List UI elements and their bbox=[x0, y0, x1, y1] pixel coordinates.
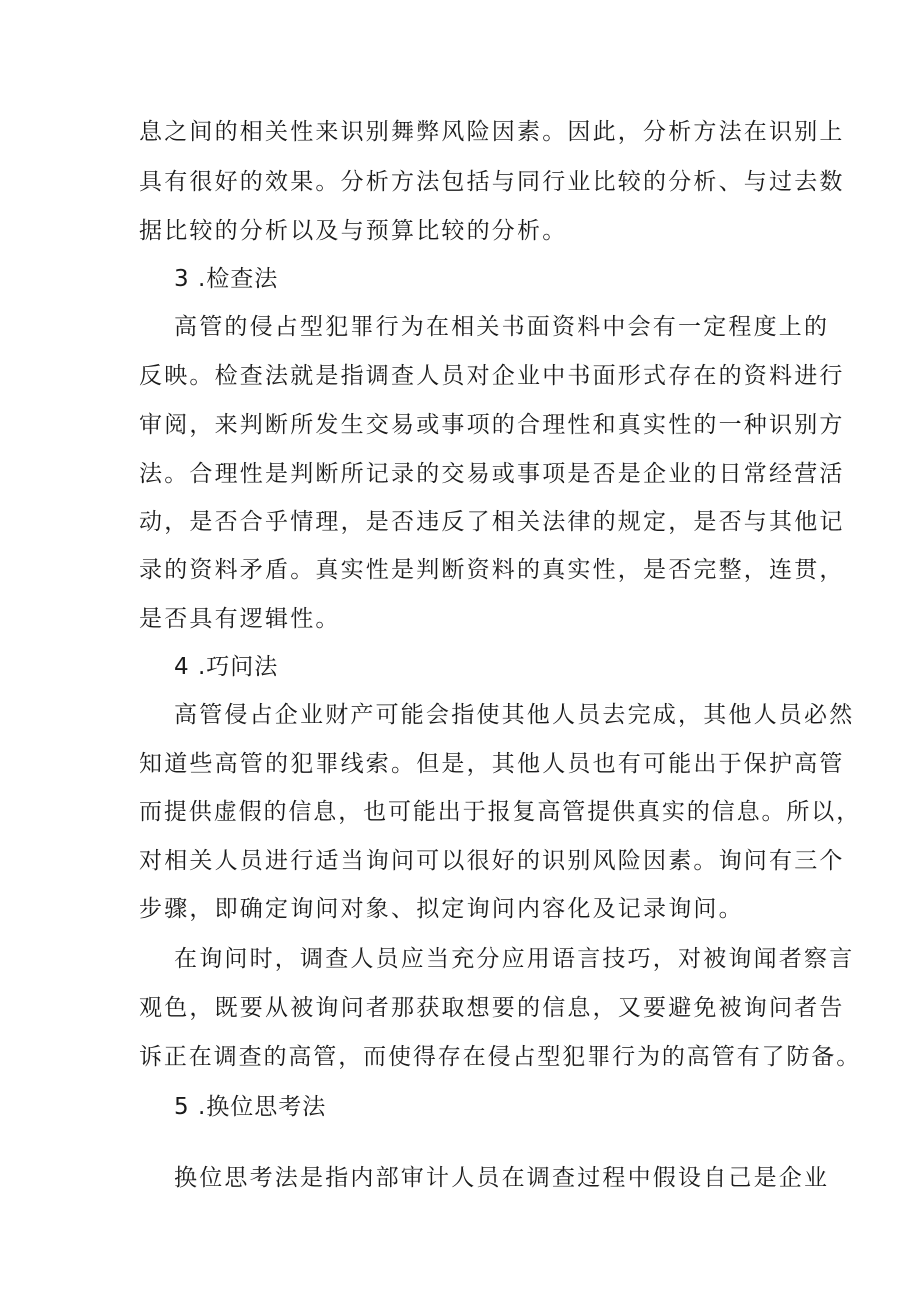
paragraph-line: 审阅，来判断所发生交易或事项的合理性和真实性的一种识别方 bbox=[139, 412, 845, 438]
section-heading-5: 5 .换位思考法 bbox=[174, 1094, 327, 1120]
paragraph-line: 据比较的分析以及与预算比较的分析。 bbox=[139, 218, 568, 244]
paragraph-line: 知道些高管的犯罪线索。但是，其他人员也有可能出于保护高管 bbox=[139, 751, 845, 777]
section-heading-3: 3 .检查法 bbox=[174, 266, 279, 292]
paragraph-line: 诉正在调查的高管，而使得存在侵占型犯罪行为的高管有了防备。 bbox=[139, 1044, 862, 1070]
paragraph-line: 高管侵占企业财产可能会指使其他人员去完成，其他人员必然 bbox=[174, 702, 855, 728]
paragraph-line: 高管的侵占型犯罪行为在相关书面资料中会有一定程度上的 bbox=[174, 314, 830, 340]
paragraph-line: 观色，既要从被询问者那获取想要的信息，又要避免被询问者告 bbox=[139, 995, 845, 1021]
paragraph-line: 具有很好的效果。分析方法包括与同行业比较的分析、与过去数 bbox=[139, 169, 845, 195]
section-heading-4: 4 .巧问法 bbox=[174, 654, 279, 680]
paragraph-line: 是否具有逻辑性。 bbox=[139, 606, 341, 632]
paragraph-line: 法。合理性是判断所记录的交易或事项是否是企业的日常经营活 bbox=[139, 461, 845, 487]
paragraph-line: 步骤，即确定询问对象、拟定询问内容化及记录询问。 bbox=[139, 896, 744, 922]
paragraph-line: 在询问时，调查人员应当充分应用语言技巧，对被询闻者察言 bbox=[174, 946, 855, 972]
paragraph-line: 录的资料矛盾。真实性是判断资料的真实性，是否完整，连贯， bbox=[139, 557, 845, 583]
paragraph-line: 而提供虚假的信息，也可能出于报复高管提供真实的信息。所以， bbox=[139, 799, 862, 825]
paragraph-line: 反映。检查法就是指调查人员对企业中书面形式存在的资料进行 bbox=[139, 363, 845, 389]
paragraph-line: 动，是否合乎情理，是否违反了相关法律的规定，是否与其他记 bbox=[139, 509, 845, 535]
paragraph-line: 对相关人员进行适当询问可以很好的识别风险因素。询问有三个 bbox=[139, 848, 845, 874]
paragraph-line: 换位思考法是指内部审计人员在调查过程中假设自己是企业 bbox=[174, 1165, 830, 1191]
paragraph-line: 息之间的相关性来识别舞弊风险因素。因此，分析方法在识别上 bbox=[139, 119, 845, 145]
